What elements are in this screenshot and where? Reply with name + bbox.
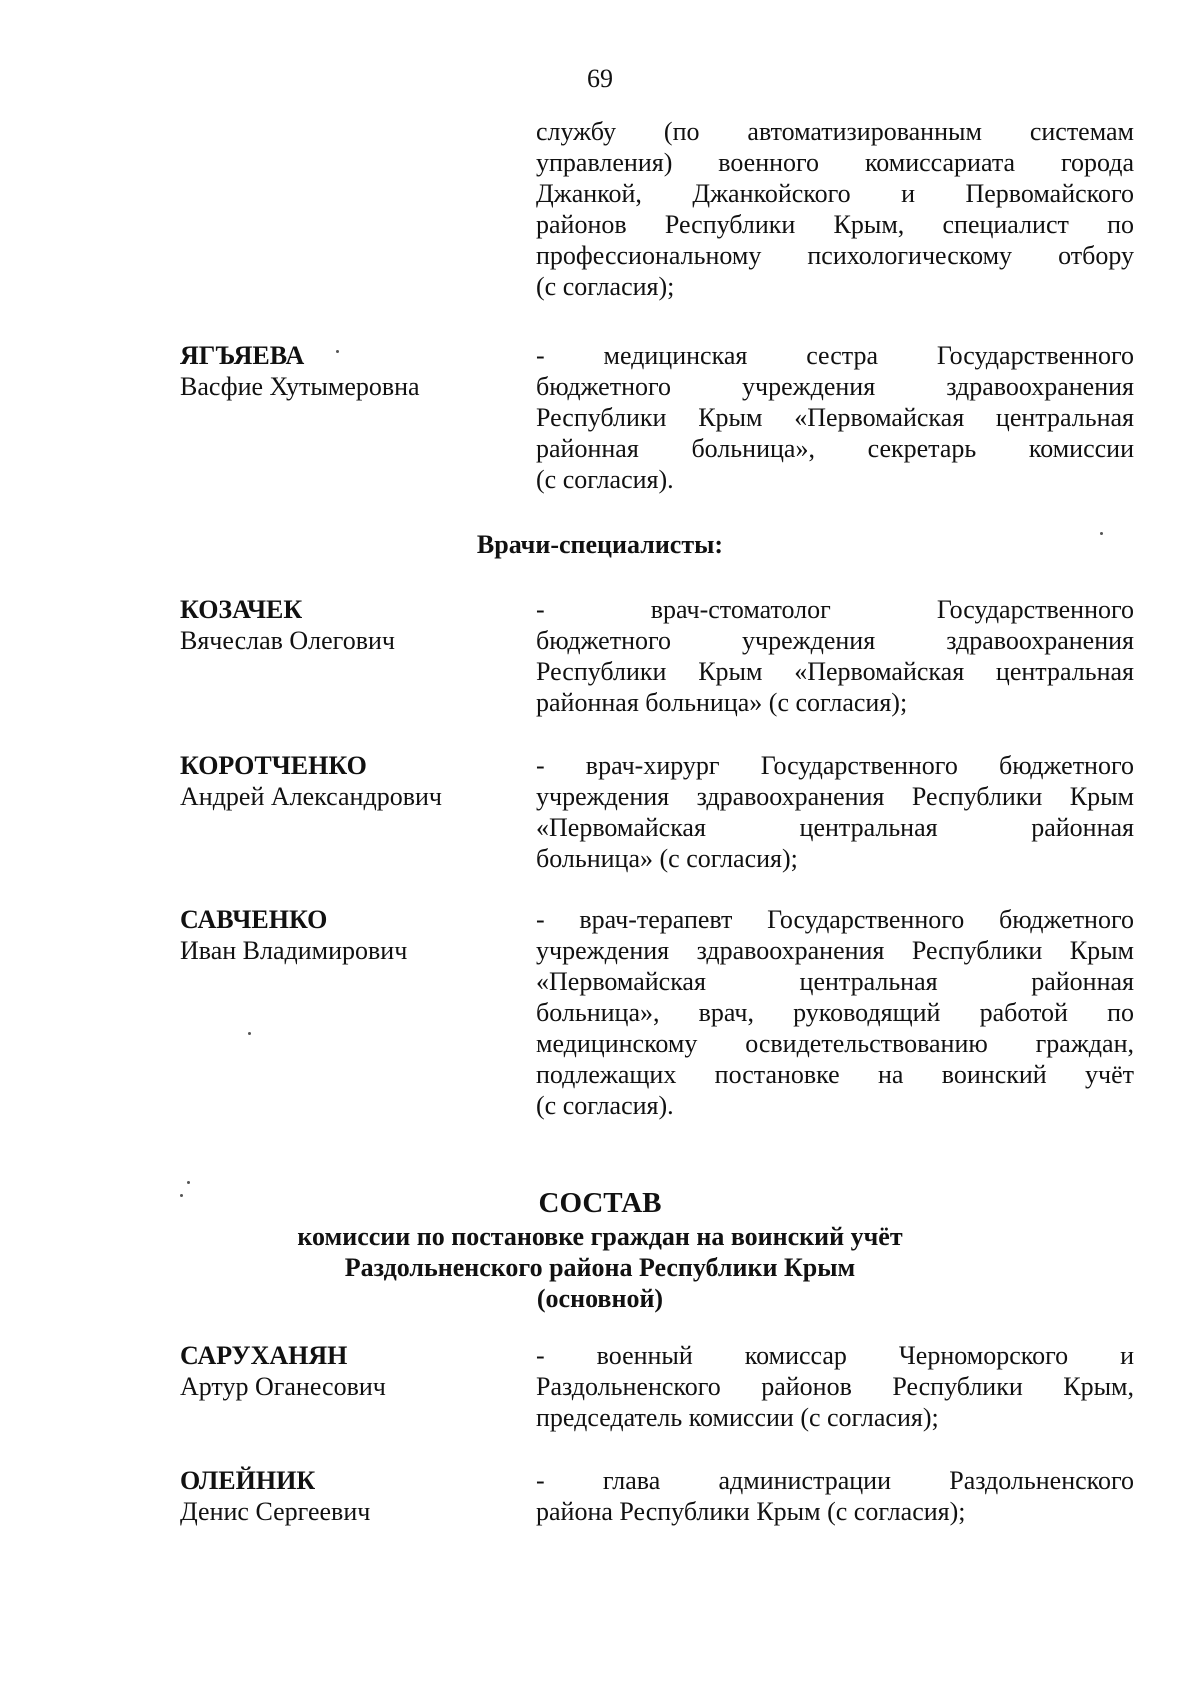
role-line: (с согласия).: [536, 1091, 674, 1120]
intro-line: районов Республики Крым, специалист по: [536, 210, 1134, 239]
role-line: - глава администрации Раздольненского: [536, 1466, 1134, 1495]
intro-line: управления) военного комиссариата города: [536, 148, 1134, 177]
scan-speck: [187, 1181, 190, 1184]
role-line: (с согласия).: [536, 465, 674, 494]
role-line: районная больница» (с согласия);: [536, 688, 908, 717]
member-role: [536, 1340, 1134, 1433]
scan-speck: [248, 1032, 251, 1035]
member-given-name: Васфие Хутымеровна: [180, 372, 420, 401]
section-subtitle: (основной): [536, 1284, 664, 1313]
role-line: Раздольненского районов Республики Крым,: [536, 1372, 1134, 1401]
member-role: [536, 594, 1134, 718]
role-line: бюджетного учреждения здравоохранения: [536, 372, 1134, 401]
intro-line: Джанкой, Джанкойского и Первомайского: [536, 179, 1134, 208]
member-given-name: Денис Сергеевич: [180, 1497, 371, 1526]
member-surname: КОЗАЧЕК: [180, 595, 303, 624]
role-line: медицинскому освидетельствованию граждан,: [536, 1029, 1134, 1058]
intro-line: (с согласия);: [536, 272, 675, 301]
role-line: «Первомайская центральная районная: [536, 813, 1134, 842]
section-title: СОСТАВ: [538, 1187, 662, 1219]
role-line: подлежащих постановке на воинский учёт: [536, 1060, 1134, 1089]
role-line: учреждения здравоохранения Республики Крым: [536, 782, 1134, 811]
member-role: [536, 340, 1134, 495]
scan-speck: [1100, 532, 1103, 535]
role-line: - врач-терапевт Государственного бюджетного: [536, 905, 1134, 934]
member-surname: КОРОТЧЕНКО: [180, 751, 367, 780]
member-given-name: Иван Владимирович: [180, 936, 408, 965]
role-line: района Республики Крым (с согласия);: [536, 1497, 966, 1526]
member-given-name: Андрей Александрович: [180, 782, 442, 811]
section-subtitle: Раздольненского района Республики Крым: [344, 1253, 856, 1282]
intro-paragraph: [536, 116, 1134, 302]
intro-line: службу (по автоматизированным системам: [536, 117, 1134, 146]
member-surname: САРУХАНЯН: [180, 1341, 348, 1370]
member-given-name: Вячеслав Олегович: [180, 626, 395, 655]
member-surname: ОЛЕЙНИК: [180, 1466, 316, 1495]
role-line: «Первомайская центральная районная: [536, 967, 1134, 996]
page-number: 69: [587, 64, 613, 93]
scan-speck: [336, 350, 339, 353]
role-line: бюджетного учреждения здравоохранения: [536, 626, 1134, 655]
doctors-heading: Врачи-специалисты:: [476, 530, 724, 559]
member-role: [536, 904, 1134, 1121]
role-line: Республики Крым «Первомайская центральная: [536, 403, 1134, 432]
role-line: больница» (с согласия);: [536, 844, 798, 873]
role-line: - врач-хирург Государственного бюджетного: [536, 751, 1134, 780]
section-subtitle: комиссии по постановке граждан на воинский учёт: [297, 1222, 903, 1251]
role-line: Республики Крым «Первомайская центральная: [536, 657, 1134, 686]
role-line: председатель комиссии (с согласия);: [536, 1403, 939, 1432]
role-line: - медицинская сестра Государственного: [536, 341, 1134, 370]
role-line: - военный комиссар Черноморского и: [536, 1341, 1134, 1370]
member-surname: ЯГЪЯЕВА: [180, 341, 305, 370]
member-given-name: Артур Оганесович: [180, 1372, 386, 1401]
member-role: [536, 1465, 1134, 1527]
scan-speck: [180, 1194, 183, 1197]
intro-line: профессиональному психологическому отбору: [536, 241, 1134, 270]
member-role: [536, 750, 1134, 874]
role-line: больница», врач, руководящий работой по: [536, 998, 1134, 1027]
role-line: - врач-стоматолог Государственного: [536, 595, 1134, 624]
member-surname: САВЧЕНКО: [180, 905, 328, 934]
role-line: районная больница», секретарь комиссии: [536, 434, 1134, 463]
role-line: учреждения здравоохранения Республики Крым: [536, 936, 1134, 965]
